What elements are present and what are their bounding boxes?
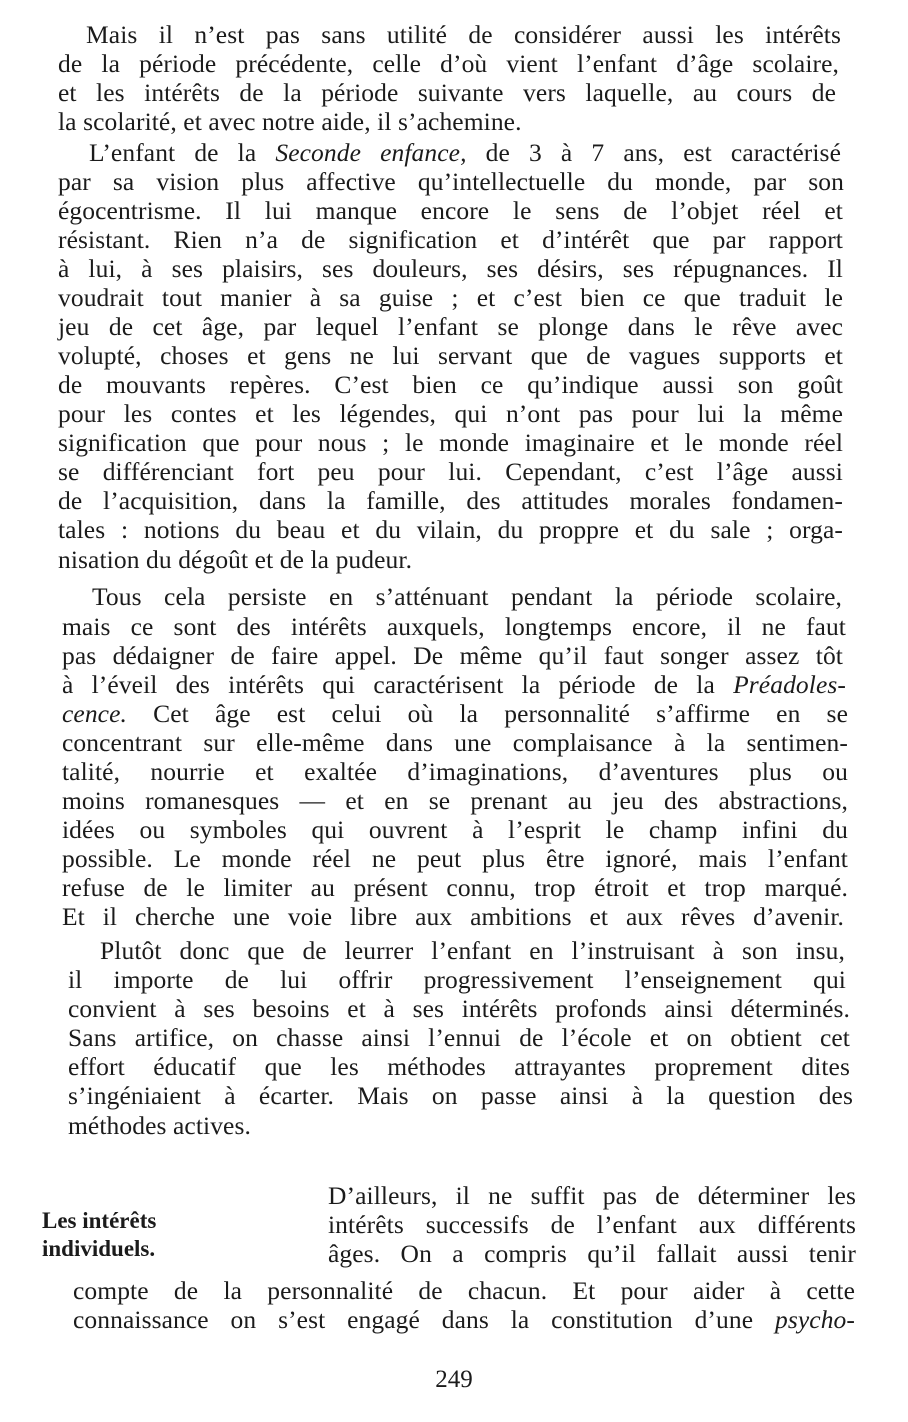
section-heading-line-2: individuels. (42, 1236, 156, 1261)
text-line: voudrait tout manier à sa guise ; et c’est bien ce que traduit le (58, 283, 843, 312)
text-line: par sa vision plus affective qu’intellectuelle du monde, par son (58, 167, 844, 196)
text-line: Tous cela persiste en s’atténuant pendant la période scolaire, (92, 582, 842, 611)
text-line: compte de la personnalité de chacun. Et pour aider à cette (73, 1276, 855, 1305)
text-line: jeu de cet âge, par lequel l’enfant se plonge dans le rêve avec (58, 312, 843, 341)
text-line: âges. On a compris qu’il fallait aussi tenir (328, 1239, 856, 1268)
text-line: il importe de lui offrir progressivement l’enseignement qui (68, 965, 846, 994)
text-line: la scolarité, et avec notre aide, il s’achemine. (58, 107, 522, 136)
text-line: s’ingéniaient à écarter. Mais on passe ainsi à la question des (68, 1081, 853, 1110)
text-line: méthodes actives. (68, 1111, 251, 1140)
text-line: idées ou symboles qui ouvrent à l’esprit le champ infini du (62, 815, 848, 844)
text-line: mais ce sont des intérêts auxquels, longtemps encore, il ne faut (62, 612, 846, 641)
section-heading-line-1: Les intérêts (42, 1208, 157, 1233)
text-line: pas dédaigner de faire appel. De même qu’il faut songer assez tôt (62, 641, 843, 670)
text-line: signification que pour nous ; le monde imaginaire et le monde réel (58, 428, 843, 457)
page-number: 249 (435, 1366, 473, 1393)
text-line: talité, nourrie et exaltée d’imaginations, d’aventures plus ou (62, 757, 848, 786)
text-line: moins romanesques — et en se prenant au jeu des abstractions, (62, 786, 848, 815)
text-line: à lui, à ses plaisirs, ses douleurs, ses désirs, ses répugnances. Il (58, 254, 843, 283)
text-line: volupté, choses et gens ne lui servant que de vagues supports et (58, 341, 843, 370)
text-line: convient à ses besoins et à ses intérêts profonds ainsi déterminés. (68, 994, 850, 1023)
text-line: possible. Le monde réel ne peut plus être ignoré, mais l’enfant (62, 844, 848, 873)
text-line: intérêts successifs de l’enfant aux différents (328, 1210, 856, 1239)
text-line: pour les contes et les légendes, qui n’ont pas pour lui la même (58, 399, 843, 428)
text-line: Sans artifice, on chasse ainsi l’ennui de l’école et on obtient cet (68, 1023, 850, 1052)
text-line: de l’acquisition, dans la famille, des attitudes morales fondamen- (58, 486, 843, 515)
text-line: égocentrisme. Il lui manque encore le sens de l’objet réel et (58, 196, 843, 225)
text-line: de mouvants repères. C’est bien ce qu’indique aussi son goût (58, 370, 843, 399)
text-line: nisation du dégoût et de la pudeur. (58, 545, 413, 574)
text-line: L’enfant de la Seconde enfance, de 3 à 7 ans, est caractérisé (89, 138, 841, 167)
text-line: refuse de le limiter au présent connu, trop étroit et trop marqué. (62, 873, 848, 902)
text-line: D’ailleurs, il ne suffit pas de déterminer les (328, 1181, 856, 1210)
text-line: à l’éveil des intérêts qui caractérisent la période de la Préadoles- (62, 670, 846, 699)
text-line: de la période précédente, celle d’où vient l’enfant d’âge scolaire, (58, 49, 839, 78)
text-line: et les intérêts de la période suivante vers laquelle, au cours de (58, 78, 836, 107)
text-line: concentrant sur elle-même dans une complaisance à la sentimen- (62, 728, 848, 757)
text-line: Mais il n’est pas sans utilité de considérer aussi les intérêts (86, 20, 841, 49)
text-line: cence. Cet âge est celui où la personnalité s’affirme en se (62, 699, 848, 728)
text-line: connaissance on s’est engagé dans la constitution d’une psycho- (73, 1305, 855, 1334)
text-line: Plutôt donc que de leurrer l’enfant en l’instruisant à son insu, (100, 936, 845, 965)
text-line: tales : notions du beau et du vilain, du proppre et du sale ; orga- (58, 515, 843, 544)
text-line: se différenciant fort peu pour lui. Cependant, c’est l’âge aussi (58, 457, 843, 486)
text-line: Et il cherche une voie libre aux ambitions et aux rêves d’avenir. (62, 902, 844, 931)
text-line: résistant. Rien n’a de signification et d’intérêt que par rapport (58, 225, 843, 254)
text-line: effort éducatif que les méthodes attrayantes proprement dites (68, 1052, 850, 1081)
